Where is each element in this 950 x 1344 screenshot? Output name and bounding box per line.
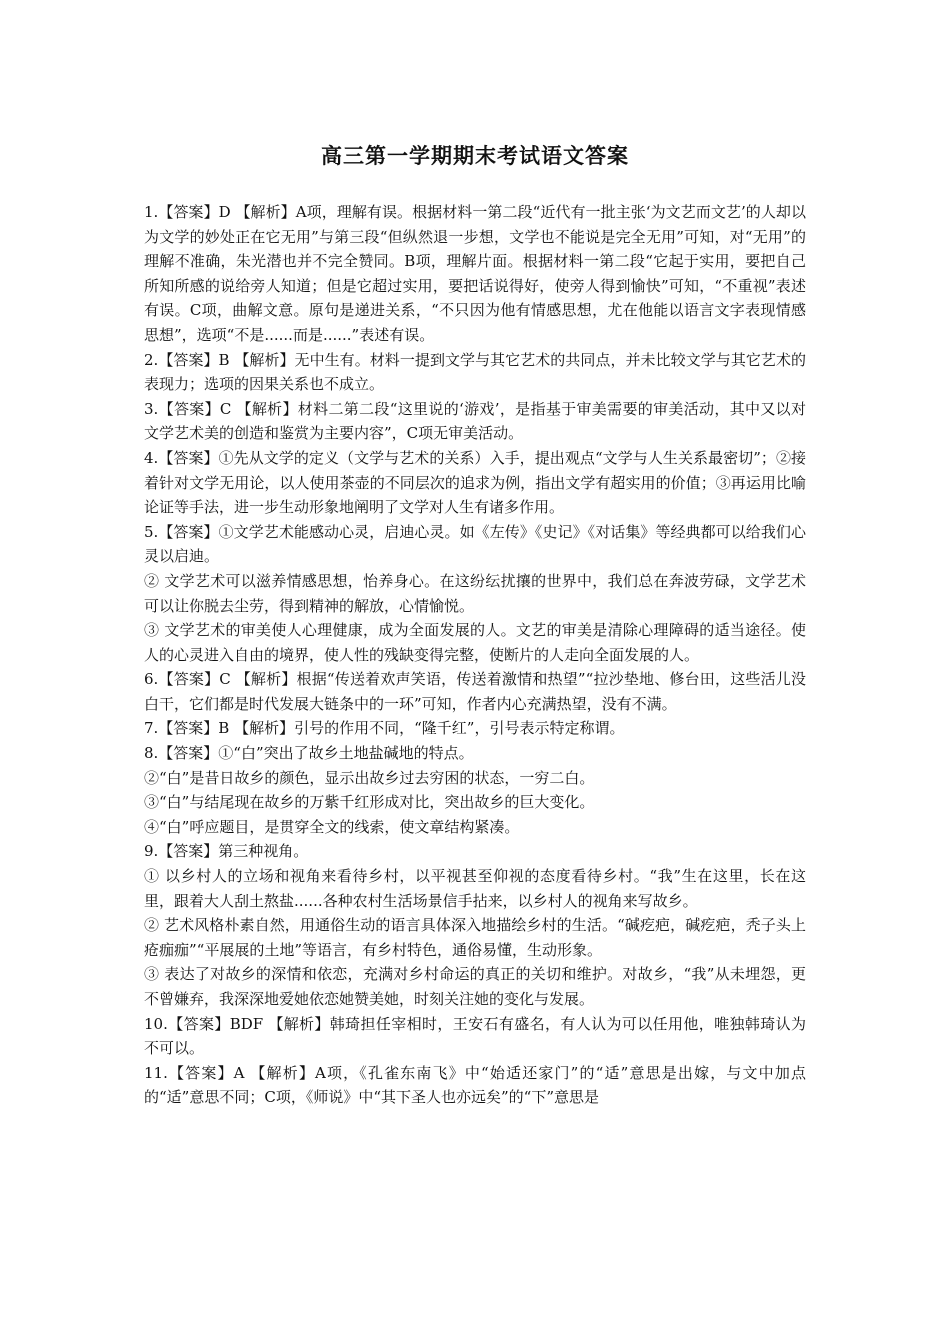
answer-paragraph: ③ 表达了对故乡的深情和依恋，充满对乡村命运的真正的关切和维护。对故乡，“我”从未埋怨，更不曾嫌弃，我深深地爱她依恋她赞美她，时刻关注她的变化与发展。 bbox=[144, 965, 806, 1008]
document-title: 高三第一学期期末考试语文答案 bbox=[321, 144, 629, 168]
answer-paragraph: 4.【答案】①先从文学的定义（文学与艺术的关系）入手，提出观点“文学与人生关系最密切”；②接着针对文学无用论，以人使用茶壶的不同层次的追求为例，指出文学有超实用的价值；③再运用比喻论证等手法，进一步生动形象地阐明了文学对人生有诸多作用。 bbox=[144, 448, 806, 517]
answer-paragraph: 1.【答案】D 【解析】A项，理解有误。根据材料一第二段“近代有一批主张‘为文艺而文艺’的人却以为文学的妙处正在它无用”与第三段“但纵然退一步想，文学也不能说是完全无用”可知，对“无用”的理解不准确，朱光潜也并不完全赞同。B项，理解片面。根据材料一第二段“它起于实用，要把自己所知所感的说给旁人知道；但是它超过实用，要把话说得好，使旁人得到愉快”可知，“不重视”表述有误。C项，曲解文意。原句是递进关系，“不只因为他有情感思想，尤在他能以语言文字表现情感思想”，选项“不是......而是......”表述有误。 bbox=[144, 203, 806, 344]
answer-paragraph: 7.【答案】B 【解析】引号的作用不同，“隆千红”，引号表示特定称谓。 bbox=[144, 719, 625, 738]
answer-paragraph: 10.【答案】BDF 【解析】韩琦担任宰相时，王安石有盛名，有人认为可以任用他，唯独韩琦认为不可以。 bbox=[144, 1014, 806, 1058]
answer-paragraph: ③ 文学艺术的审美使人心理健康，成为全面发展的人。文艺的审美是清除心理障碍的适当途径。使人的心灵进入自由的境界，使人性的残缺变得完整，使断片的人走向全面发展的人。 bbox=[144, 621, 806, 664]
answer-body bbox=[144, 200, 806, 1110]
answer-paragraph: ① 以乡村人的立场和视角来看待乡村，以平视甚至仰视的态度看待乡村。“我”生在这里，长在这里，跟着大人刮土熬盐......各种农村生活场景信手拈来，以乡村人的视角来写故乡。 bbox=[144, 867, 806, 910]
answer-paragraph: 5.【答案】①文学艺术能感动心灵，启迪心灵。如《左传》《史记》《对话集》等经典都可以给我们心灵以启迪。 bbox=[144, 522, 806, 566]
answer-paragraph: ②“白”是昔日故乡的颜色，显示出故乡过去穷困的状态，一穷二白。 bbox=[144, 768, 595, 787]
answer-paragraph: 9.【答案】第三种视角。 bbox=[144, 842, 309, 861]
answer-paragraph: 8.【答案】①“白”突出了故乡土地盐碱地的特点。 bbox=[144, 744, 474, 763]
answer-paragraph: 2.【答案】B 【解析】无中生有。材料一提到文学与其它艺术的共同点，并未比较文学与其它艺术的表现力；选项的因果关系也不成立。 bbox=[144, 350, 806, 394]
answer-paragraph: ③“白”与结尾现在故乡的万紫千红形成对比，突出故乡的巨大变化。 bbox=[144, 793, 595, 812]
answer-paragraph: ④“白”呼应题目，是贯穿全文的线索，使文章结构紧凑。 bbox=[144, 817, 520, 836]
answer-paragraph: ② 文学艺术可以滋养情感思想，怡养身心。在这纷纭扰攘的世界中，我们总在奔波劳碌，文学艺术可以让你脱去尘劳，得到精神的解放，心情愉悦。 bbox=[144, 571, 806, 615]
answer-paragraph: 6.【答案】C 【解析】根据“传送着欢声笑语，传送着激情和热望”“拉沙垫地、修台田，这些活儿没白干，它们都是时代发展大链条中的一环”可知，作者内心充满热望，没有不满。 bbox=[144, 670, 806, 713]
answer-paragraph: 11.【答案】A 【解析】A项，《孔雀东南飞》中“始适还家门”的“适”意思是出嫁，与文中加点的“适”意思不同；C项，《师说》中“其下圣人也亦远矣”的“下”意思是 bbox=[144, 1063, 806, 1107]
answer-paragraph: 3.【答案】C 【解析】材料二第二段“这里说的‘游戏’，是指基于审美需要的审美活动，其中又以对文学艺术美的创造和鉴赏为主要内容”，C项无审美活动。 bbox=[144, 399, 806, 443]
answer-paragraph: ② 艺术风格朴素自然，用通俗生动的语言具体深入地描绘乡村的生活。“碱疙疤，碱疙疤，秃子头上疮痂痂”“平展展的土地”等语言，有乡村特色，通俗易懂，生动形象。 bbox=[144, 916, 806, 959]
